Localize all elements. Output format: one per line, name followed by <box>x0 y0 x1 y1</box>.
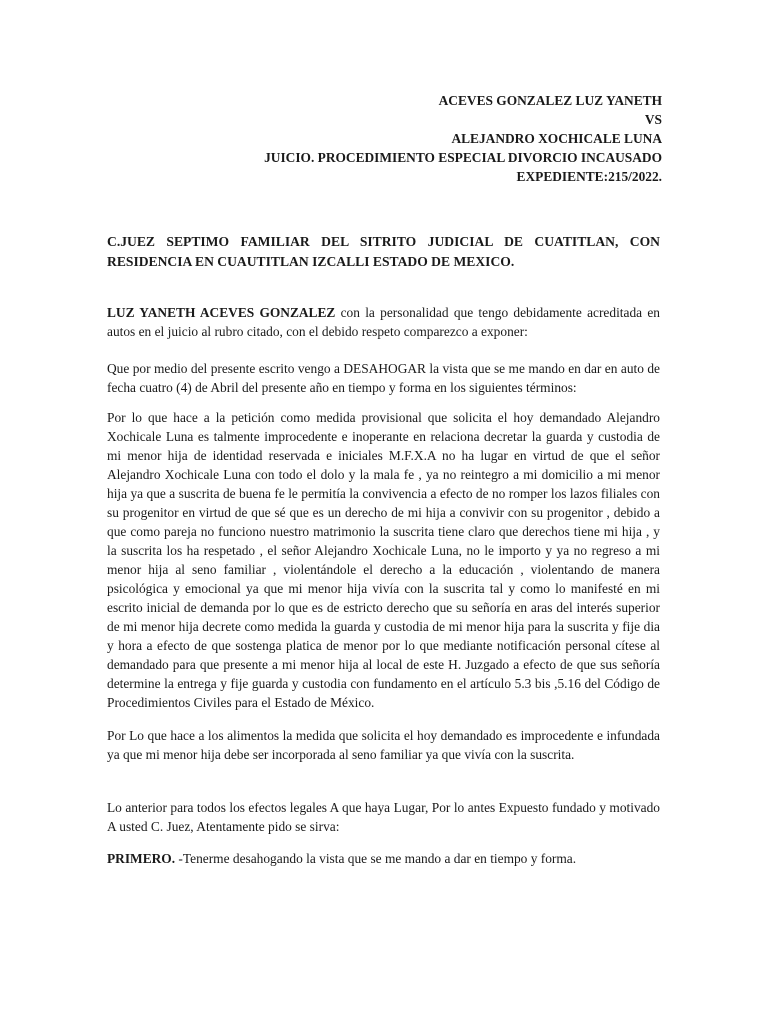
case-header <box>264 91 662 186</box>
primero-text: -Tenerme desahogando la vista que se me mando a dar en tiempo y forma. <box>175 851 577 866</box>
addressee-judge: C.JUEZ SEPTIMO FAMILIAR DEL SITRITO JUDICIAL DE CUATITLAN, CON RESIDENCIA EN CUAUTITLAN IZCALLI ESTADO DE MEXICO. <box>107 234 660 269</box>
intro-text: con la personalidad que tengo debidamente acreditada en autos en el juicio al rubro citado, con el debido respeto comparezco a exponer: <box>107 305 660 339</box>
header-plaintiff: ACEVES GONZALEZ LUZ YANETH <box>438 93 662 108</box>
intro-paragraph <box>107 303 660 341</box>
paragraph-custody: Por lo que hace a la petición como medida provisional que solicita el hoy demandado Alejandro Xochicale Luna es talmente improcedente e inoperante en relaciona decretar la guarda y custodia de mi menor hija de identidad reservada e iniciales M.F.X.A no ha lugar en virtud de que el señor Alejandro Xochicale Luna con todo el dolo y la mala fe , ya no reintegro a mi domicilio a mi menor hija ya que a suscrita de buena fe le permitía la convivencia a efecto de no romper los lazos filiales con su progenitor en virtud de que sé que es un derecho de mi hija a convivir con su progenitor , debido a que como pareja no funciono nuestro matrimonio la suscrita tiene claro que derechos tiene mi hija , y la suscrita los ha respetado , el señor Alejandro Xochicale Luna, no le importo y ya no regreso a mi menor hija al seno familiar , violentándole el derecho a la educación , violentando de manera psicológica y emocional ya que mi menor hija vivía con la suscrita tal y como lo manifesté en mi escrito inicial de demanda por lo que es de estricto derecho que su señoría en aras del interés superior de mi menor hija decrete como medida la guarda y custodia de mi menor hija para la suscrita y fije dia y hora a efecto de que sostenga platica de menor por lo que mediante notificación personal cítese al demandado para que presente a mi menor hija al local de este H. Juzgado a efecto de que sus señoría determine la entrega y fije guarda y custodia con fundamento en el artículo 5.3 bis ,5.16 del Código de Procedimientos Civiles para el Estado de México. <box>107 410 660 710</box>
paragraph-alimony: Por Lo que hace a los alimentos la medida que solicita el hoy demandado es improcedente e infundada ya que mi menor hija debe ser incorporada al seno familiar ya que vivía con la suscrita. <box>107 728 660 762</box>
header-defendant: ALEJANDRO XOCHICALE LUNA <box>451 131 662 146</box>
header-case-number: EXPEDIENTE:215/2022. <box>516 169 662 184</box>
paragraph-desahogo: Que por medio del presente escrito vengo a DESAHOGAR la vista que se me mando en dar en auto de fecha cuatro (4) de Abril del presente año en tiempo y forma en los siguientes términos: <box>107 361 660 395</box>
primero-label: PRIMERO. <box>107 851 176 866</box>
header-versus: VS <box>644 112 662 127</box>
paragraph-primero <box>107 849 660 868</box>
header-trial-type: JUICIO. PROCEDIMIENTO ESPECIAL DIVORCIO INCAUSADO <box>264 150 662 165</box>
intro-name: LUZ YANETH ACEVES GONZALEZ <box>107 305 336 320</box>
paragraph-request: Lo anterior para todos los efectos legales A que haya Lugar, Por lo antes Expuesto fundado y motivado A usted C. Juez, Atentamente pido se sirva: <box>107 800 660 834</box>
